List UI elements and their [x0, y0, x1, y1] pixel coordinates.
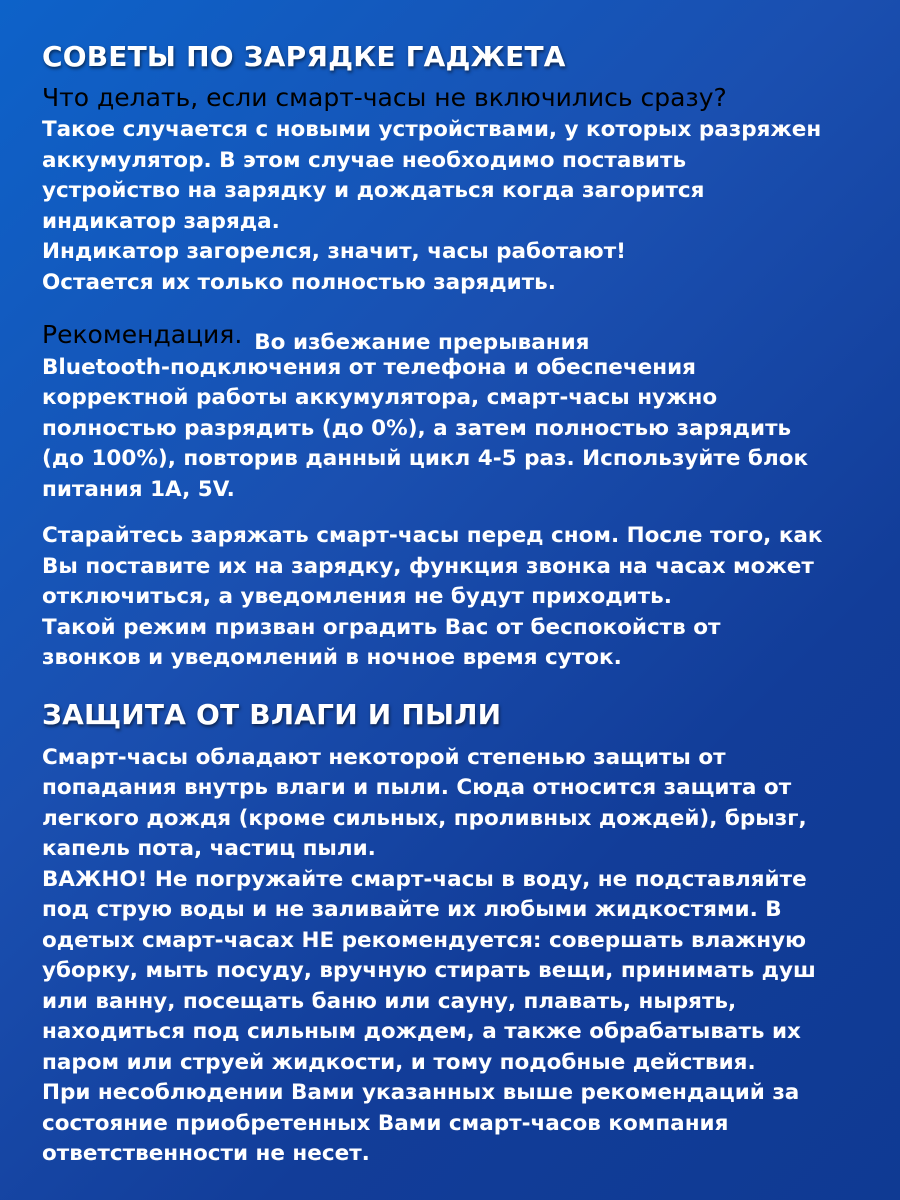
night-line: отключиться, а уведомления не будут приходить.: [42, 584, 672, 609]
protection-line: или ванну, посещать баню или сауну, плавать, нырять,: [42, 988, 737, 1014]
protection-line: состояние приобретенных Вами смарт-часов компания: [42, 1110, 729, 1136]
answer-line: индикатор заряда.: [42, 208, 280, 234]
charging-question: Что делать, если смарт-часы не включились сразу?: [42, 83, 727, 112]
night-charging-section: [42, 521, 872, 674]
protection-heading: ЗАЩИТА ОТ ВЛАГИ И ПЫЛИ: [42, 697, 502, 731]
night-line: Старайтесь заряжать смарт-часы перед сном. После того, как: [42, 523, 823, 548]
recommendation-title: Рекомендация.: [42, 320, 243, 349]
answer-line: Остается их только полностью зарядить.: [42, 269, 556, 295]
recommendation-line: Bluetooth-подключения от телефона и обеспечения: [42, 354, 696, 380]
night-charging-paragraph: [42, 521, 872, 674]
protection-line: уборку, мыть посуду, вручную стирать вещи, принимать душ: [42, 958, 816, 983]
charging-answer: [42, 115, 872, 298]
instruction-page: [42, 40, 872, 1170]
recommendation-first-part: Во избежание прерывания: [254, 330, 590, 355]
night-line: Такой режим призван оградить Вас от беспокойств от: [42, 614, 721, 640]
night-line: Вы поставите их на зарядку, функция звонка на часах может: [42, 553, 814, 579]
protection-line: Смарт-часы обладают некоторой степенью защиты от: [42, 744, 726, 770]
protection-line: находиться под сильным дождем, а также обрабатывать их: [42, 1019, 801, 1044]
answer-line: Такое случается с новыми устройствами, у которых разряжен: [42, 117, 822, 142]
answer-line: аккумулятор. В этом случае необходимо поставить: [42, 147, 687, 173]
recommendation-line: полностью разрядить (до 0%), а затем полностью зарядить: [42, 415, 792, 441]
protection-line: паром или струей жидкости, и тому подобные действия.: [42, 1049, 756, 1075]
recommendation-line: питания 1A, 5V.: [42, 476, 235, 502]
recommendation-section: [42, 320, 872, 505]
charging-heading: СОВЕТЫ ПО ЗАРЯДКЕ ГАДЖЕТА: [42, 40, 566, 73]
protection-paragraph: [42, 743, 872, 1170]
recommendation-line: (до 100%), повторив данный цикл 4-5 раз. Используйте блок: [42, 446, 809, 471]
protection-line: ВАЖНО! Не погружайте смарт-часы в воду, не подставляйте: [42, 866, 807, 892]
protection-line: ответственности не несет.: [42, 1141, 370, 1166]
recommendation-paragraph: [42, 320, 872, 505]
answer-line: устройство на зарядку и дождаться когда загорится: [42, 178, 705, 203]
protection-section: [42, 698, 872, 1170]
charging-section: [42, 40, 872, 298]
protection-line: под струю воды и не заливайте их любыми жидкостями. В: [42, 897, 782, 922]
protection-line: попадания внутрь влаги и пыли. Сюда относится защита от: [42, 775, 792, 800]
night-line: звонков и уведомлений в ночное время суток.: [42, 645, 622, 670]
answer-line: Индикатор загорелся, значит, часы работают!: [42, 239, 626, 264]
recommendation-first-line: [42, 320, 872, 353]
protection-line: При несоблюдении Вами указанных выше рекомендаций за: [42, 1080, 800, 1105]
protection-line: одетых смарт-часах НЕ рекомендуется: совершать влажную: [42, 927, 807, 953]
protection-line: капель пота, частиц пыли.: [42, 836, 376, 861]
protection-line: легкого дождя (кроме сильных, проливных дождей), брызг,: [42, 805, 807, 831]
recommendation-line: корректной работы аккумулятора, смарт-часы нужно: [42, 385, 718, 410]
